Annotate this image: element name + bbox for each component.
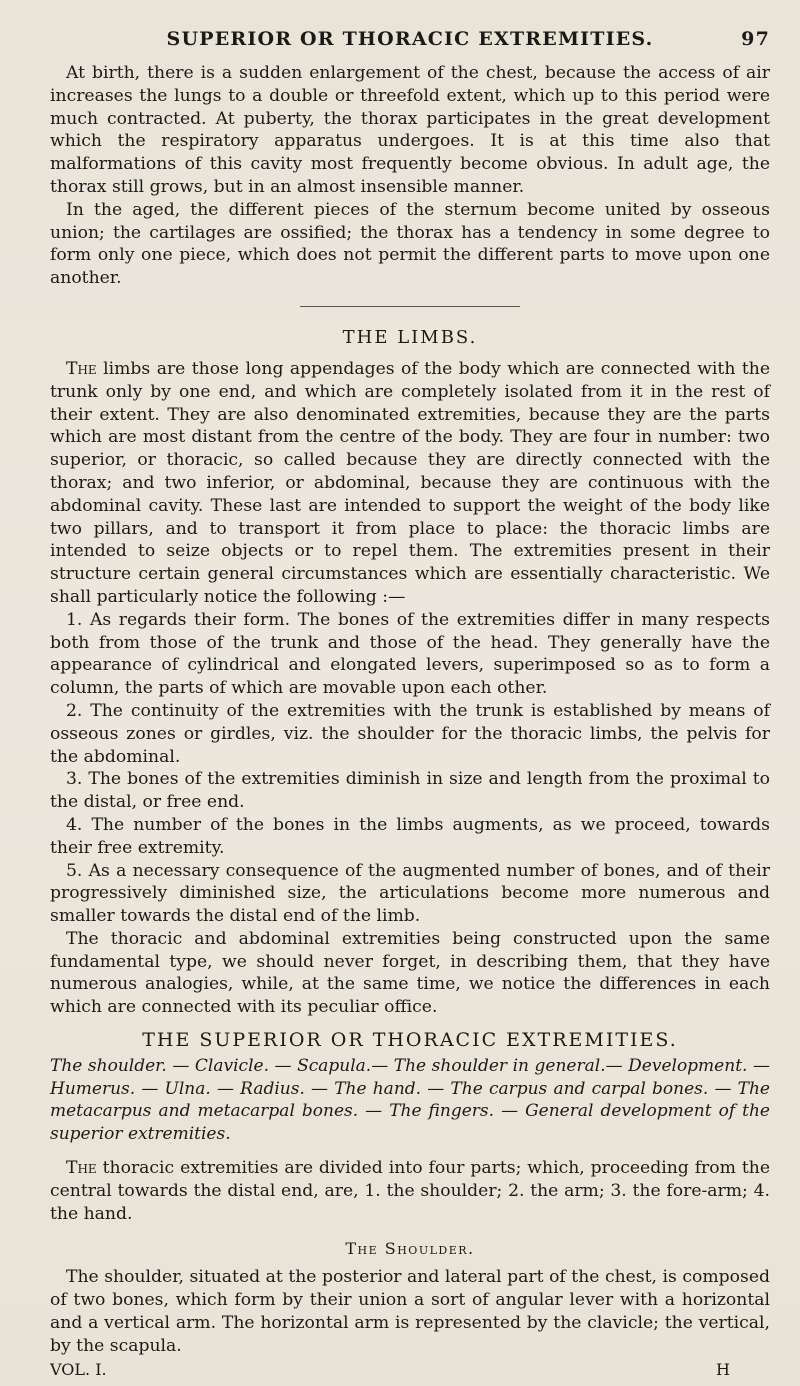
list-item: 1. As regards their form. The bones of the extremities differ in many respects both from those of the trunk and those of the head. They generally have the appearance of cylindrical and elongated levers, superimposed so as to form a column, the parts of which are movable upon each other. [50,609,770,699]
signature-mark: H [716,1359,730,1379]
running-head-title: SUPERIOR OR THORACIC EXTREMITIES. [166,28,654,50]
paragraph: The thoracic and abdominal extremities being constructed upon the same fundamental type, we should never forget, in describing them, that they have numerous analogies, while, at the same time, we notice the differences in each which are connected with its peculiar office. [50,928,770,1018]
drop-word: The [66,358,97,379]
paragraph: In the aged, the different pieces of the sternum become united by osseous union; the cartilages are ossified; the thorax has a tendency in some degree to form only one piece, which does not permit the different parts to move upon one another. [50,199,770,289]
running-head [50,26,770,52]
paragraph [50,1157,770,1225]
section-heading-limbs: THE LIMBS. [342,326,478,348]
page-footer [50,1360,770,1379]
paragraph [50,358,770,609]
list-item: 2. The continuity of the extremities with the trunk is established by means of osseous zones or girdles, viz. the shoulder for the thoracic limbs, the pelvis for the abdominal. [50,700,770,767]
page-number: 97 [741,28,770,50]
section-heading-superior: THE SUPERIOR OR THORACIC EXTREMITIES. [142,1029,678,1052]
paragraph: The shoulder, situated at the posterior and lateral part of the chest, is composed of two bones, which form by their union a sort of angular lever with a horizontal and a vertical arm. The horizontal arm is represented by the clavicle; the vertical, by the scapula. [50,1267,770,1356]
list-item: 4. The number of the bones in the limbs augments, as we proceed, towards their free extremity. [50,814,770,858]
list-item: 5. As a necessary consequence of the augmented number of bones, and of their progressively diminished size, the articulations become more numerous and smaller towards the distal end of the limb. [50,860,770,927]
paragraph: At birth, there is a sudden enlargement of the chest, because the access of air increases the lungs to a double or threefold extent, which up to this period were much contracted. At puberty, the thorax participates in the great development which the respiratory apparatus undergoes. It is at this time also that malformations of this cavity most frequently become obvious. In adult age, the thorax still grows, but in an almost insensible manner. [50,63,770,197]
paragraph-text: limbs are those long appendages of the body which are connected with the trunk only by one end, and which are completely isolated from it in the rest of their extent. They are also denominated extremities, because they are the parts which are most distant from the centre of the body. They are four in number: two superior, or thoracic, so called because they are directly connected with the thorax; and two inferior, or abdominal, because they are continuous with the abdominal cavity. These last are intended to support the weight of the body like two pillars, and to transport it from place to place: the thoracic limbs are intended to seize objects or to repel them. The extremities present in their structure certain general circumstances which are essentially characteristic. We shall particularly notice the following :— [50,358,770,607]
paragraph-text: thoracic extremities are divided into four parts; which, proceeding from the central towards the distal end, are, 1. the shoulder; 2. the arm; 3. the fore-arm; 4. the hand. [50,1158,770,1224]
section-divider [300,306,520,307]
subsection-heading-shoulder: The Shoulder. [345,1239,475,1259]
drop-word: The [66,1158,97,1179]
list-item: 3. The bones of the extremities diminish in size and length from the proximal to the distal, or free end. [50,769,770,813]
volume-mark: VOL. I. [50,1359,107,1379]
section-contents: The shoulder. — Clavicle. — Scapula.— The shoulder in general.— Development. — Humerus. — Ulna. — Radius. — The hand. — The carpus and carpal bones. — The metacarpus and metacarpal bones. — The fingers. — General development of the superior extremities. [50,1056,770,1144]
